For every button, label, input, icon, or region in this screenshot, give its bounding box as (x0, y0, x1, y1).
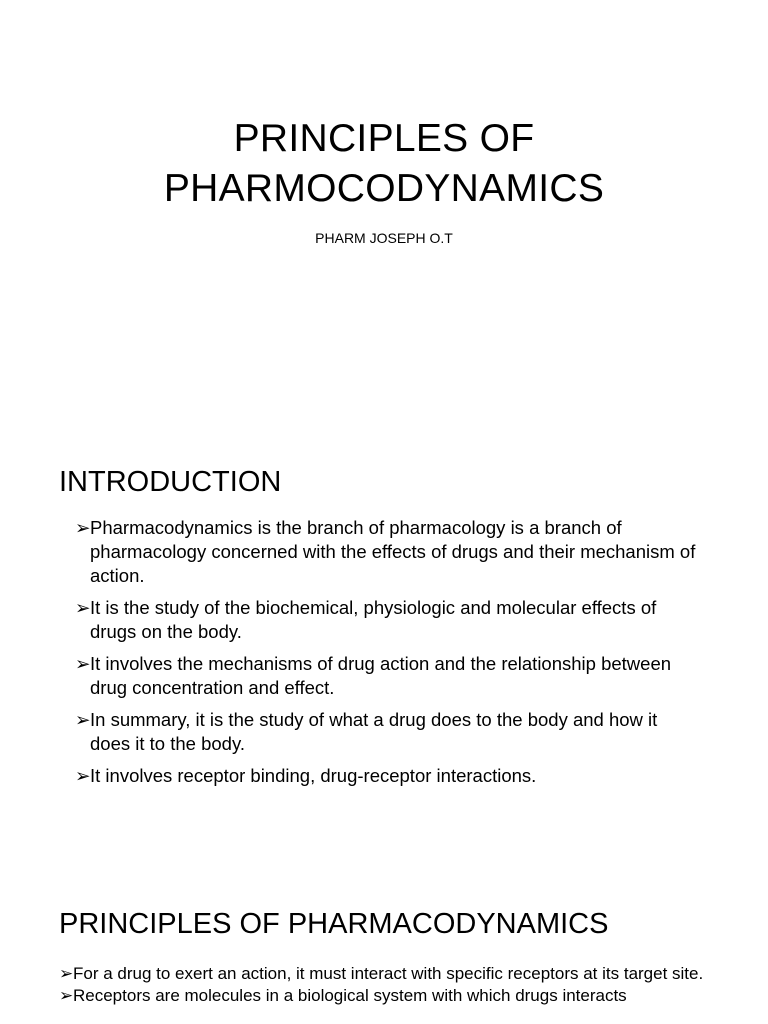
arrow-bullet-icon: ➢ (75, 517, 91, 538)
list-item-text: Receptors are molecules in a biological system with which drugs interacts (73, 986, 627, 1005)
list-item-text: It involves the mechanisms of drug action and the relationship between drug concentration and effect. (90, 653, 672, 698)
list-item (75, 596, 700, 644)
arrow-bullet-icon: ➢ (59, 986, 74, 1005)
presentation-author: PHARM JOSEPH O.T (315, 230, 453, 246)
list-item-text: In summary, it is the study of what a drug does to the body and how it does it to the body. (90, 709, 658, 754)
list-item-text: Pharmacodynamics is the branch of pharmacology is a branch of pharmacology concerned with the effects of drugs and their mechanism of action. (90, 517, 696, 586)
bullet-list (59, 965, 709, 1009)
principles-slide (0, 880, 768, 1024)
title-slide (0, 0, 768, 420)
list-item-text: For a drug to exert an action, it must interact with specific receptors at its target site. (73, 964, 704, 983)
arrow-bullet-icon: ➢ (75, 597, 91, 618)
list-item (59, 987, 709, 1005)
arrow-bullet-icon: ➢ (59, 964, 74, 983)
list-item-text: It is the study of the biochemical, physiologic and molecular effects of drugs on the body. (90, 597, 657, 642)
arrow-bullet-icon: ➢ (75, 653, 91, 674)
list-item (75, 516, 700, 588)
slide-heading: INTRODUCTION (59, 466, 282, 498)
introduction-slide (0, 442, 768, 842)
list-item-text: It involves receptor binding, drug-receptor interactions. (90, 765, 537, 786)
title-line-1: PRINCIPLES OF (233, 117, 535, 160)
arrow-bullet-icon: ➢ (75, 765, 91, 786)
list-item (75, 652, 700, 700)
list-item (59, 965, 709, 983)
arrow-bullet-icon: ➢ (75, 709, 91, 730)
bullet-list (75, 516, 700, 796)
slide-heading: PRINCIPLES OF PHARMACODYNAMICS (59, 908, 609, 940)
title-line-2: PHARMOCODYNAMICS (163, 167, 605, 210)
presentation-title (0, 114, 768, 214)
list-item (75, 764, 700, 788)
list-item (75, 708, 700, 756)
